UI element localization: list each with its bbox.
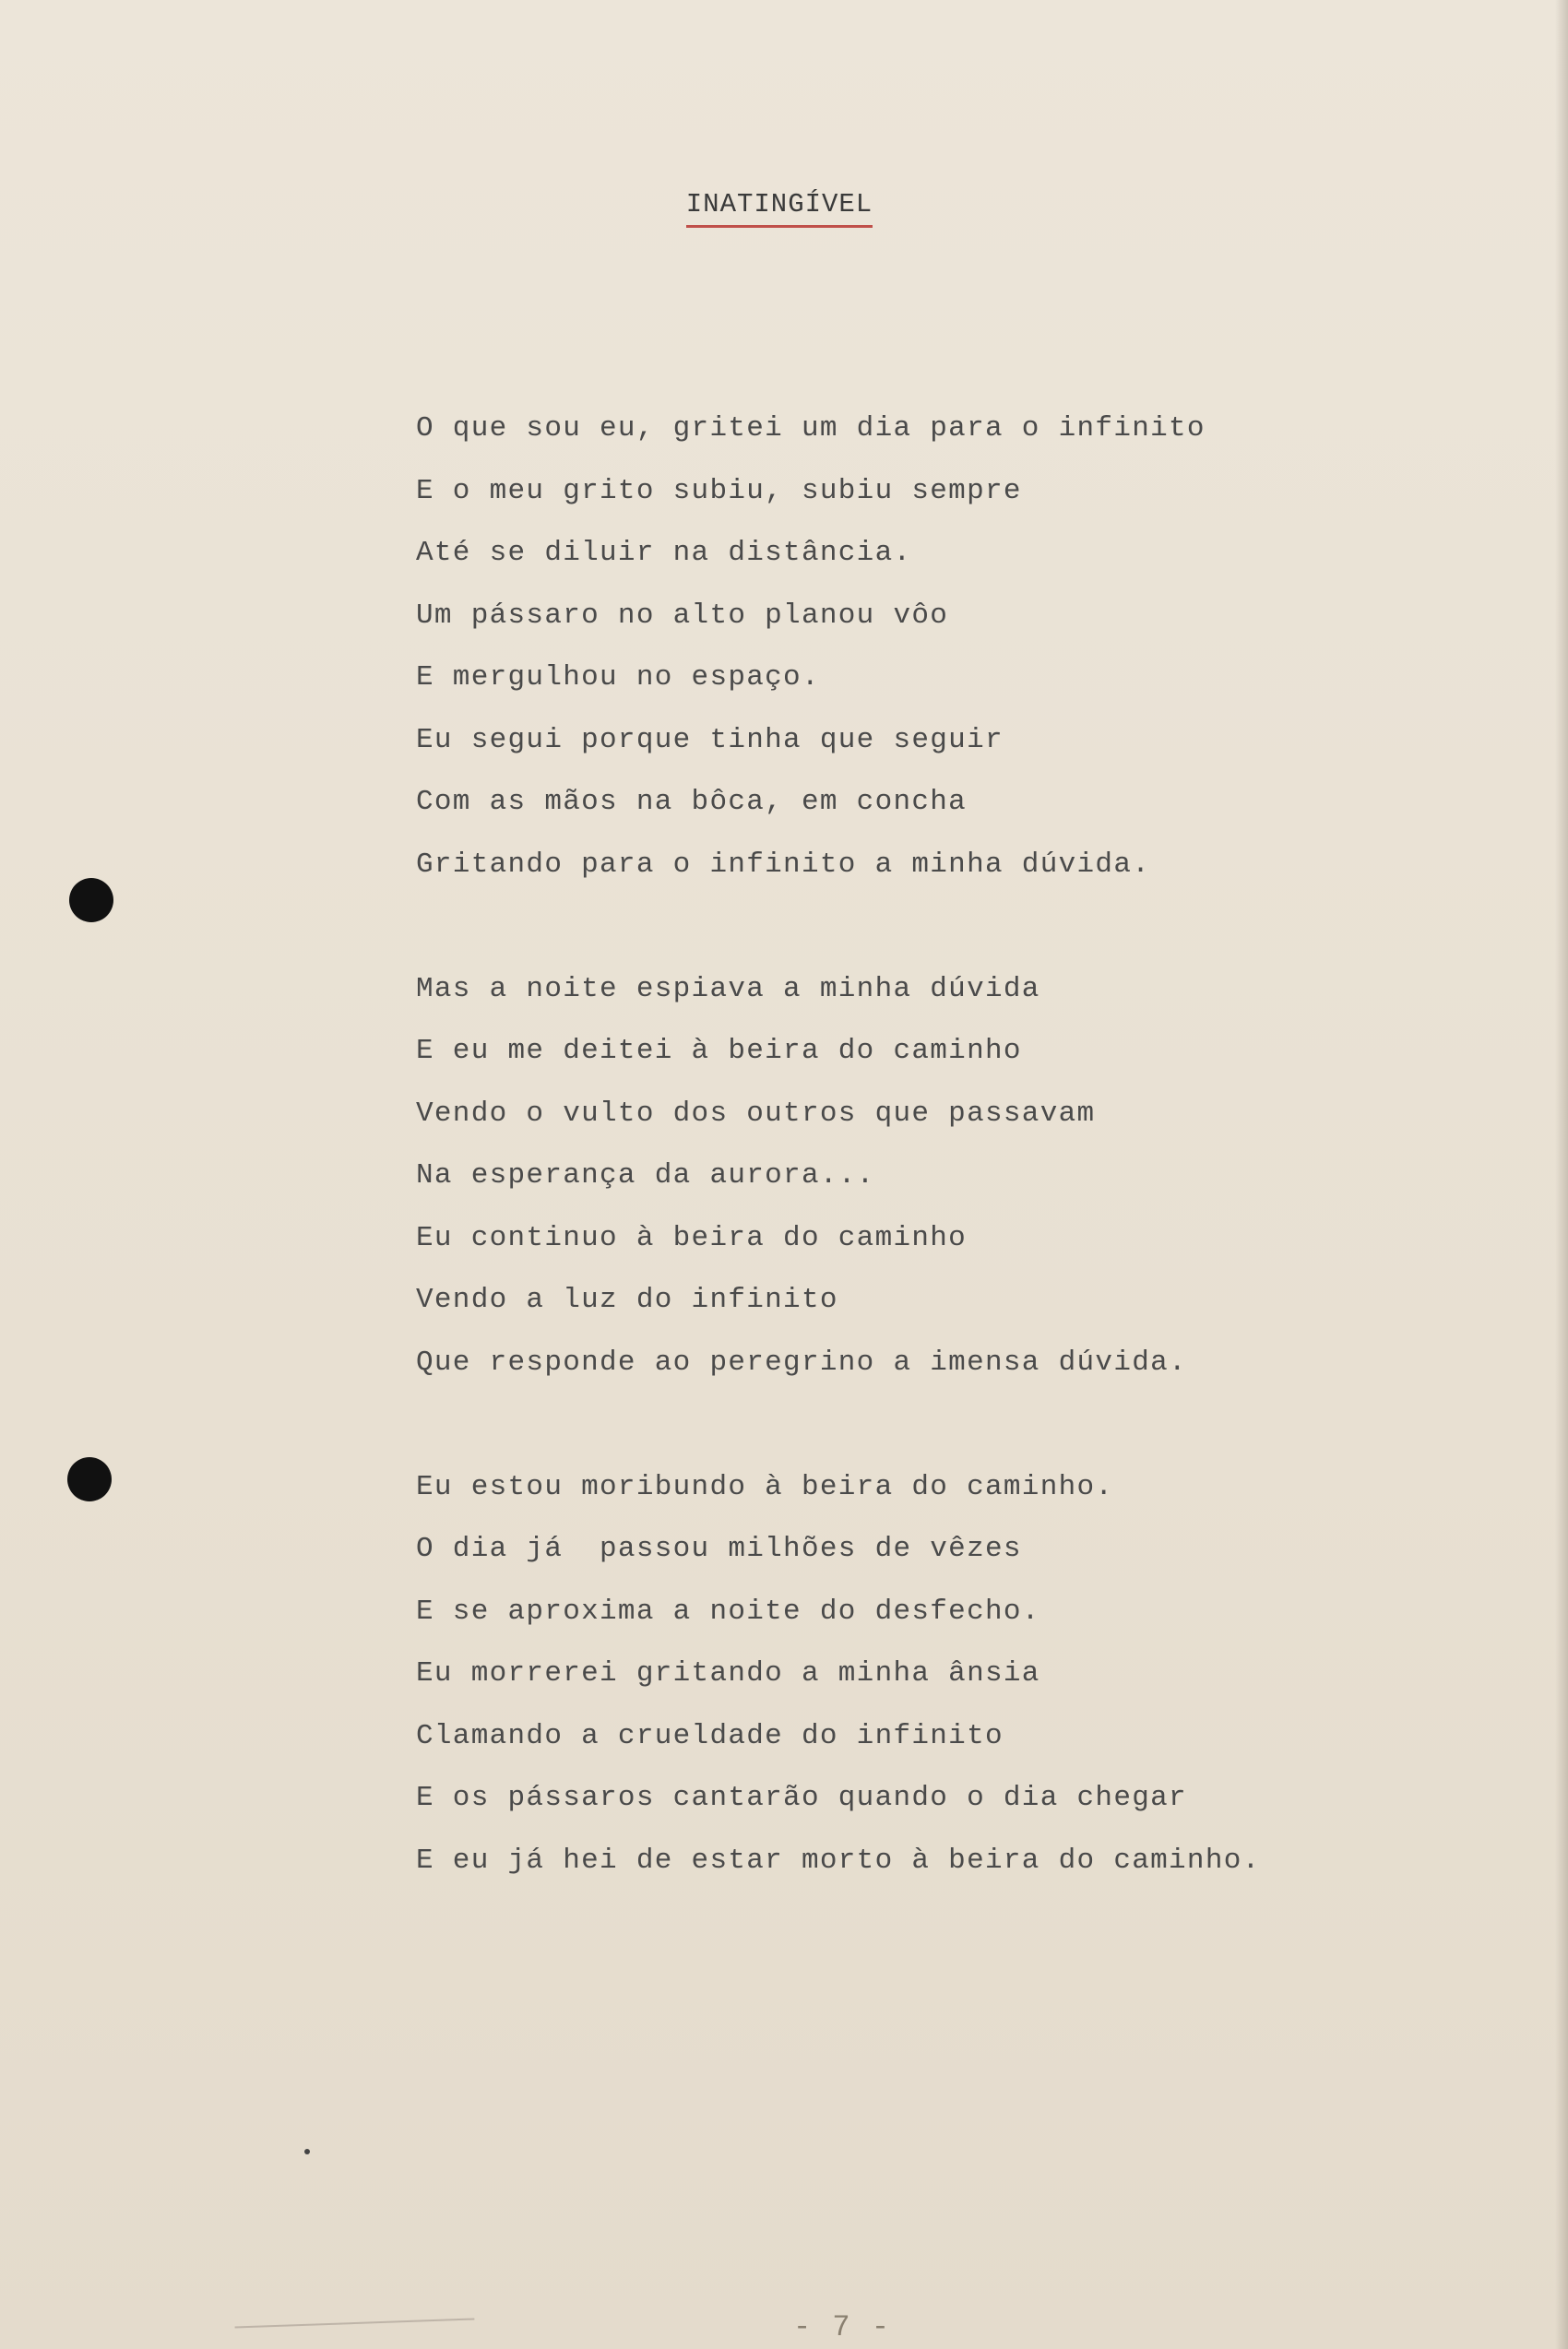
poem-line: O dia já passou milhões de vêzes [416,1533,1022,1565]
stanza-3 [416,1465,1541,1901]
poem-line: Que responde ao peregrino a imensa dúvida. [416,1346,1187,1379]
poem-title-text: INATINGÍVEL [686,189,873,228]
poem-line: O que sou eu, gritei um dia para o infinito [416,412,1206,445]
poem-line: Eu continuo à beira do caminho [416,1221,968,1254]
poem-title [0,189,1559,228]
poem-line: Com as mãos na bôca, em concha [416,786,968,818]
poem-line: Mas a noite espiava a minha dúvida [416,972,1040,1005]
poem-line: Clamando a crueldade do infinito [416,1719,1004,1752]
punch-hole-lower [67,1457,112,1501]
stanza-2 [416,967,1541,1403]
poem-line: Gritando para o infinito a minha dúvida. [416,848,1151,881]
poem-line: E se aproxima a noite do desfecho. [416,1595,1040,1628]
poem-line: Vendo a luz do infinito [416,1284,838,1316]
poem-line: Eu segui porque tinha que seguir [416,723,1004,756]
pencil-scribble [235,2318,476,2349]
poem-line: E eu já hei de estar morto à beira do caminho. [416,1844,1261,1877]
poem-line: E os pássaros cantarão quando o dia chegar [416,1782,1187,1814]
poem-line: E mergulhou no espaço. [416,661,820,694]
punch-hole-upper [69,878,113,922]
ink-speck [304,2149,310,2154]
poem-line: Um pássaro no alto planou vôo [416,599,949,632]
poem-body [416,406,1541,1963]
page-number: - 7 - [793,2310,892,2344]
poem-line: Na esperança da aurora... [416,1159,875,1192]
poem-line: E o meu grito subiu, subiu sempre [416,474,1022,507]
poem-line: Eu estou moribundo à beira do caminho. [416,1470,1114,1503]
poem-line: Vendo o vulto dos outros que passavam [416,1097,1096,1130]
page-edge-shadow [1555,0,1568,2349]
poem-line: E eu me deitei à beira do caminho [416,1035,1022,1067]
poem-line: Até se diluir na distância. [416,537,912,569]
poem-line: Eu morrerei gritando a minha ânsia [416,1657,1040,1690]
stanza-1 [416,406,1541,904]
